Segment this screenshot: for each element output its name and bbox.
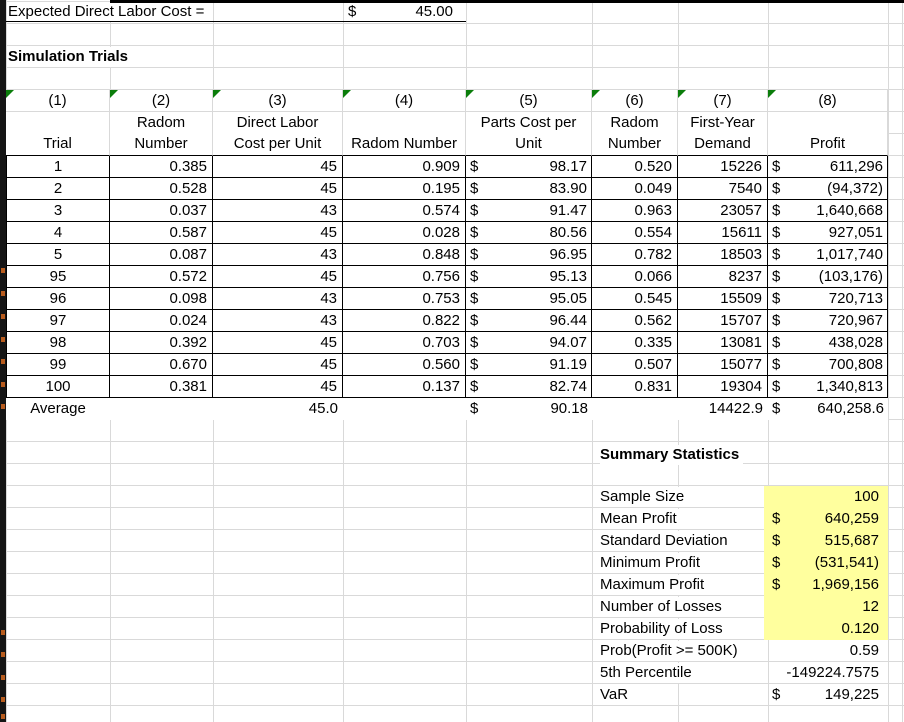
- summary-value-cell[interactable]: [764, 574, 888, 596]
- currency-symbol: $: [470, 180, 479, 197]
- row-number-fragment: [1, 382, 5, 387]
- currency-symbol: $: [772, 180, 781, 197]
- summary-value: 100: [853, 488, 879, 505]
- cell-rand1[interactable]: 0.098: [110, 288, 213, 310]
- expected-cost-label[interactable]: Expected Direct Labor Cost =: [8, 2, 208, 22]
- average-profit[interactable]: [768, 398, 888, 420]
- cell-rand1[interactable]: 0.385: [110, 156, 213, 178]
- row-number-fragment: [1, 675, 5, 680]
- currency-symbol: $: [772, 334, 781, 351]
- summary-row: [600, 552, 888, 574]
- summary-row: [600, 574, 888, 596]
- summary-row: [600, 530, 888, 552]
- column-number-label: (6): [625, 92, 644, 109]
- cell-demand[interactable]: 15611: [678, 222, 768, 244]
- column-header-cell[interactable]: [466, 112, 592, 156]
- gridline: [902, 0, 903, 722]
- column-header-cell[interactable]: [343, 112, 466, 156]
- currency-symbol: $: [772, 510, 781, 527]
- currency-symbol: $: [772, 202, 781, 219]
- summary-label[interactable]: VaR: [600, 685, 632, 705]
- cell-labor[interactable]: 45: [213, 376, 343, 398]
- summary-row: [600, 596, 888, 618]
- cell-demand[interactable]: 15509: [678, 288, 768, 310]
- summary-label[interactable]: Maximum Profit: [600, 575, 708, 595]
- summary-value: 149,225: [824, 686, 879, 703]
- row-number-fragment: [1, 359, 5, 364]
- cell-rand3[interactable]: 0.066: [592, 266, 678, 288]
- column-number-label: (5): [519, 92, 538, 109]
- cell-trial[interactable]: 2: [6, 178, 110, 200]
- column-header-line2: Profit: [809, 135, 845, 152]
- cell-parts[interactable]: [466, 156, 592, 178]
- summary-value: 515,687: [824, 532, 879, 549]
- summary-value: 1,969,156: [812, 576, 879, 593]
- cell-trial[interactable]: 99: [6, 354, 110, 376]
- cell-rand1[interactable]: 0.037: [110, 200, 213, 222]
- cell-parts-value: 96.44: [549, 312, 587, 329]
- currency-symbol: $: [470, 290, 479, 307]
- average-labor[interactable]: 45.0: [308, 400, 338, 417]
- cell-parts-value: 91.19: [549, 356, 587, 373]
- cell-rand3[interactable]: 0.049: [592, 178, 678, 200]
- currency-symbol: $: [470, 400, 479, 417]
- cell-profit[interactable]: [768, 310, 888, 332]
- expected-cost-bottom-border: [0, 21, 466, 22]
- currency-symbol: $: [772, 576, 781, 593]
- cell-rand2[interactable]: 0.753: [343, 288, 466, 310]
- currency-symbol: $: [772, 686, 781, 703]
- summary-row: [600, 508, 888, 530]
- cell-profit-value: 720,713: [828, 290, 883, 307]
- cell-parts-value: 91.47: [549, 202, 587, 219]
- cell-rand1[interactable]: 0.528: [110, 178, 213, 200]
- column-number-cell[interactable]: [678, 90, 768, 112]
- row-number-fragment: [1, 404, 5, 409]
- cell-rand2[interactable]: 0.909: [343, 156, 466, 178]
- currency-symbol: $: [470, 356, 479, 373]
- cell-trial[interactable]: 97: [6, 310, 110, 332]
- cell-demand[interactable]: 7540: [678, 178, 768, 200]
- cell-demand[interactable]: 15077: [678, 354, 768, 376]
- column-header-cell[interactable]: [110, 112, 213, 156]
- column-number-label: (1): [48, 92, 67, 109]
- cell-profit[interactable]: [768, 376, 888, 398]
- cell-rand1[interactable]: 0.670: [110, 354, 213, 376]
- column-header-line1: Radom: [136, 114, 186, 131]
- cell-rand1[interactable]: 0.572: [110, 266, 213, 288]
- column-header-line2: Cost per Unit: [233, 135, 322, 152]
- currency-symbol: $: [772, 290, 781, 307]
- summary-label[interactable]: 5th Percentile: [600, 663, 696, 683]
- row-number-fragment: [1, 652, 5, 657]
- average-empty[interactable]: [110, 398, 213, 420]
- cell-demand[interactable]: 15226: [678, 156, 768, 178]
- cell-profit-value: 700,808: [828, 356, 883, 373]
- cell-labor[interactable]: 45: [213, 354, 343, 376]
- column-header-cell[interactable]: [768, 112, 888, 156]
- column-header-line2: Radom Number: [351, 135, 457, 152]
- cell-rand3[interactable]: 0.831: [592, 376, 678, 398]
- currency-symbol: $: [470, 268, 479, 285]
- column-number-label: (2): [151, 92, 171, 109]
- summary-value-cell[interactable]: [764, 530, 888, 552]
- cell-demand[interactable]: 18503: [678, 244, 768, 266]
- error-indicator-icon: [110, 90, 118, 98]
- cell-demand[interactable]: 15707: [678, 310, 768, 332]
- cell-profit[interactable]: [768, 332, 888, 354]
- summary-statistics-title: Summary Statistics: [600, 445, 743, 465]
- currency-symbol: $: [772, 400, 781, 417]
- currency-symbol: $: [470, 224, 479, 241]
- cell-demand[interactable]: 8237: [678, 266, 768, 288]
- cell-parts-value: 80.56: [549, 224, 587, 241]
- simulation-table: [6, 90, 888, 420]
- cell-profit-value: 1,640,668: [816, 202, 883, 219]
- currency-symbol: $: [470, 202, 479, 219]
- summary-label[interactable]: Minimum Profit: [600, 553, 704, 573]
- column-header-cell[interactable]: [6, 112, 110, 156]
- cell-demand[interactable]: 19304: [678, 376, 768, 398]
- cell-parts[interactable]: [466, 376, 592, 398]
- summary-row: [600, 662, 888, 684]
- error-indicator-icon: [6, 90, 14, 98]
- cell-rand2[interactable]: 0.703: [343, 332, 466, 354]
- summary-label[interactable]: Sample Size: [600, 487, 688, 507]
- cell-trial[interactable]: 4: [6, 222, 110, 244]
- column-header-line1: Direct Labor: [236, 114, 319, 131]
- cell-demand[interactable]: 13081: [678, 332, 768, 354]
- cell-trial[interactable]: 5: [6, 244, 110, 266]
- cell-profit-value: 927,051: [828, 224, 883, 241]
- summary-value: 0.59: [849, 642, 879, 659]
- cell-profit[interactable]: [768, 156, 888, 178]
- cell-rand3[interactable]: 0.520: [592, 156, 678, 178]
- gridline: [888, 0, 889, 722]
- cell-trial[interactable]: 95: [6, 266, 110, 288]
- cell-rand2[interactable]: 0.560: [343, 354, 466, 376]
- column-header-line1: Parts Cost per: [480, 114, 577, 131]
- column-header-cell[interactable]: [678, 112, 768, 156]
- column-number-cell[interactable]: [6, 90, 110, 112]
- row-number-fragment: [1, 314, 5, 319]
- summary-value-cell[interactable]: [764, 486, 888, 508]
- summary-row: [600, 486, 888, 508]
- cell-rand2[interactable]: 0.822: [343, 310, 466, 332]
- cell-profit-value: 438,028: [828, 334, 883, 351]
- cell-parts[interactable]: [466, 288, 592, 310]
- expected-cost-value-cell[interactable]: [344, 2, 466, 21]
- average-empty[interactable]: [592, 398, 678, 420]
- currency-symbol: $: [772, 356, 781, 373]
- cell-parts[interactable]: [466, 332, 592, 354]
- average-profit-value: 640,258.6: [817, 400, 884, 417]
- simulation-trials-title: Simulation Trials: [8, 47, 132, 67]
- row-number-fragment: [1, 697, 5, 702]
- currency-symbol: $: [470, 246, 479, 263]
- cell-labor[interactable]: 45: [213, 332, 343, 354]
- cell-parts-value: 94.07: [549, 334, 587, 351]
- cell-parts[interactable]: [466, 222, 592, 244]
- cell-labor[interactable]: 43: [213, 244, 343, 266]
- cell-trial[interactable]: 100: [6, 376, 110, 398]
- cell-rand1[interactable]: 0.587: [110, 222, 213, 244]
- cell-rand2[interactable]: 0.756: [343, 266, 466, 288]
- cell-rand3[interactable]: 0.507: [592, 354, 678, 376]
- summary-row: [600, 618, 888, 640]
- currency-symbol: $: [772, 246, 781, 263]
- column-header-cell[interactable]: [213, 112, 343, 156]
- summary-row: [600, 684, 888, 706]
- column-header-line2: Unit: [515, 135, 542, 152]
- summary-value: 12: [862, 598, 879, 615]
- column-number-cell[interactable]: [343, 90, 466, 112]
- summary-label[interactable]: Standard Deviation: [600, 531, 732, 551]
- summary-value-cell[interactable]: [764, 508, 888, 530]
- column-number-label: (8): [818, 92, 837, 109]
- currency-symbol: $: [470, 378, 479, 395]
- column-number-label: (4): [394, 92, 414, 109]
- row-headers-strip: [0, 0, 6, 722]
- summary-value-cell[interactable]: [764, 596, 888, 618]
- cell-parts[interactable]: [466, 266, 592, 288]
- column-number-cell[interactable]: [110, 90, 213, 112]
- cell-labor[interactable]: 45: [213, 156, 343, 178]
- cell-trial[interactable]: 98: [6, 332, 110, 354]
- column-number-cell[interactable]: [768, 90, 888, 112]
- currency-symbol: $: [772, 312, 781, 329]
- cell-parts-value: 98.17: [549, 158, 587, 175]
- column-header-line1: First-Year: [690, 114, 755, 131]
- cell-rand1[interactable]: 0.024: [110, 310, 213, 332]
- summary-value-cell[interactable]: [764, 618, 888, 640]
- cell-parts[interactable]: [466, 310, 592, 332]
- column-header-cell[interactable]: [592, 112, 678, 156]
- cell-trial[interactable]: 1: [6, 156, 110, 178]
- row-number-fragment: [1, 337, 5, 342]
- cell-profit[interactable]: [768, 354, 888, 376]
- cell-rand2[interactable]: 0.848: [343, 244, 466, 266]
- currency-symbol: $: [772, 158, 781, 175]
- column-number-cell[interactable]: [213, 90, 343, 112]
- cell-parts[interactable]: [466, 200, 592, 222]
- summary-row: [600, 640, 888, 662]
- cell-labor[interactable]: 43: [213, 310, 343, 332]
- cell-profit[interactable]: [768, 222, 888, 244]
- column-number-cell[interactable]: [466, 90, 592, 112]
- cell-rand3[interactable]: 0.335: [592, 332, 678, 354]
- cell-labor[interactable]: 45: [213, 266, 343, 288]
- cell-profit[interactable]: [768, 266, 888, 288]
- cell-labor[interactable]: 45: [213, 222, 343, 244]
- cell-rand1[interactable]: 0.392: [110, 332, 213, 354]
- cell-profit[interactable]: [768, 200, 888, 222]
- row-number-fragment: [1, 291, 5, 296]
- cell-profit[interactable]: [768, 178, 888, 200]
- cell-parts-value: 96.95: [549, 246, 587, 263]
- currency-symbol: $: [348, 3, 357, 20]
- error-indicator-icon: [213, 90, 221, 98]
- summary-value: 0.120: [841, 620, 879, 637]
- average-demand[interactable]: 14422.9: [708, 400, 763, 417]
- currency-symbol: $: [470, 334, 479, 351]
- error-indicator-icon: [466, 90, 474, 98]
- currency-symbol: $: [772, 378, 781, 395]
- column-header-line2: Demand: [694, 135, 751, 152]
- error-indicator-icon: [768, 90, 776, 98]
- summary-value: (531,541): [814, 554, 879, 571]
- currency-symbol: $: [470, 158, 479, 175]
- cell-rand3[interactable]: 0.782: [592, 244, 678, 266]
- summary-statistics-block: [600, 486, 888, 706]
- cell-rand2[interactable]: 0.137: [343, 376, 466, 398]
- cell-labor[interactable]: 43: [213, 288, 343, 310]
- column-header-line2: Number: [607, 135, 662, 152]
- cell-parts-value: 95.13: [549, 268, 587, 285]
- summary-value-cell[interactable]: [764, 662, 888, 684]
- summary-label[interactable]: Number of Losses: [600, 597, 726, 617]
- cell-profit-value: 1,340,813: [816, 378, 883, 395]
- cell-parts-value: 95.05: [549, 290, 587, 307]
- cell-rand1[interactable]: 0.087: [110, 244, 213, 266]
- column-header-line2: Number: [134, 135, 188, 152]
- average-empty[interactable]: [343, 398, 466, 420]
- summary-value-cell[interactable]: [764, 640, 888, 662]
- average-parts[interactable]: [466, 398, 592, 420]
- summary-value: -149224.7575: [786, 664, 879, 681]
- cell-rand3[interactable]: 0.554: [592, 222, 678, 244]
- cell-profit[interactable]: [768, 244, 888, 266]
- average-parts-value: 90.18: [550, 400, 588, 417]
- expected-cost-value: 45.00: [415, 3, 453, 20]
- cell-labor[interactable]: 45: [213, 178, 343, 200]
- cell-parts-value: 83.90: [549, 180, 587, 197]
- summary-label[interactable]: Prob(Profit >= 500K): [600, 641, 742, 661]
- column-number-cell[interactable]: [592, 90, 678, 112]
- cell-rand1[interactable]: 0.381: [110, 376, 213, 398]
- cell-rand3[interactable]: 0.963: [592, 200, 678, 222]
- cell-labor[interactable]: 43: [213, 200, 343, 222]
- average-label[interactable]: Average: [30, 400, 86, 417]
- cell-rand3[interactable]: 0.545: [592, 288, 678, 310]
- cell-trial[interactable]: 3: [6, 200, 110, 222]
- summary-label[interactable]: Mean Profit: [600, 509, 681, 529]
- cell-profit-value: 611,296: [829, 158, 883, 175]
- row-number-fragment: [1, 268, 5, 273]
- cell-rand3[interactable]: 0.562: [592, 310, 678, 332]
- error-indicator-icon: [343, 90, 351, 98]
- currency-symbol: $: [772, 532, 781, 549]
- cell-demand[interactable]: 23057: [678, 200, 768, 222]
- cell-profit-value: (94,372): [827, 180, 883, 197]
- column-header-line1: Radom: [610, 114, 659, 131]
- top-border: [110, 0, 904, 3]
- cell-parts[interactable]: [466, 354, 592, 376]
- cell-profit[interactable]: [768, 288, 888, 310]
- row-number-fragment: [1, 630, 5, 635]
- cell-profit-value: 720,967: [828, 312, 883, 329]
- cell-trial[interactable]: 96: [6, 288, 110, 310]
- error-indicator-icon: [592, 90, 600, 98]
- currency-symbol: $: [772, 554, 781, 571]
- summary-value-cell[interactable]: [764, 684, 888, 706]
- cell-rand2[interactable]: 0.195: [343, 178, 466, 200]
- cell-rand2[interactable]: 0.028: [343, 222, 466, 244]
- cell-parts[interactable]: [466, 244, 592, 266]
- currency-symbol: $: [772, 268, 781, 285]
- cell-parts[interactable]: [466, 178, 592, 200]
- cell-parts-value: 82.74: [549, 378, 587, 395]
- row-number-fragment: [1, 714, 5, 719]
- currency-symbol: $: [772, 224, 781, 241]
- cell-profit-value: (103,176): [818, 268, 883, 285]
- summary-value-cell[interactable]: [764, 552, 888, 574]
- currency-symbol: $: [470, 312, 479, 329]
- summary-label[interactable]: Probability of Loss: [600, 619, 727, 639]
- cell-rand2[interactable]: 0.574: [343, 200, 466, 222]
- column-number-label: (7): [713, 92, 732, 109]
- cell-profit-value: 1,017,740: [816, 246, 883, 263]
- summary-value: 640,259: [824, 510, 879, 527]
- error-indicator-icon: [678, 90, 686, 98]
- column-header-line2: Trial: [43, 135, 72, 152]
- column-number-label: (3): [268, 92, 287, 109]
